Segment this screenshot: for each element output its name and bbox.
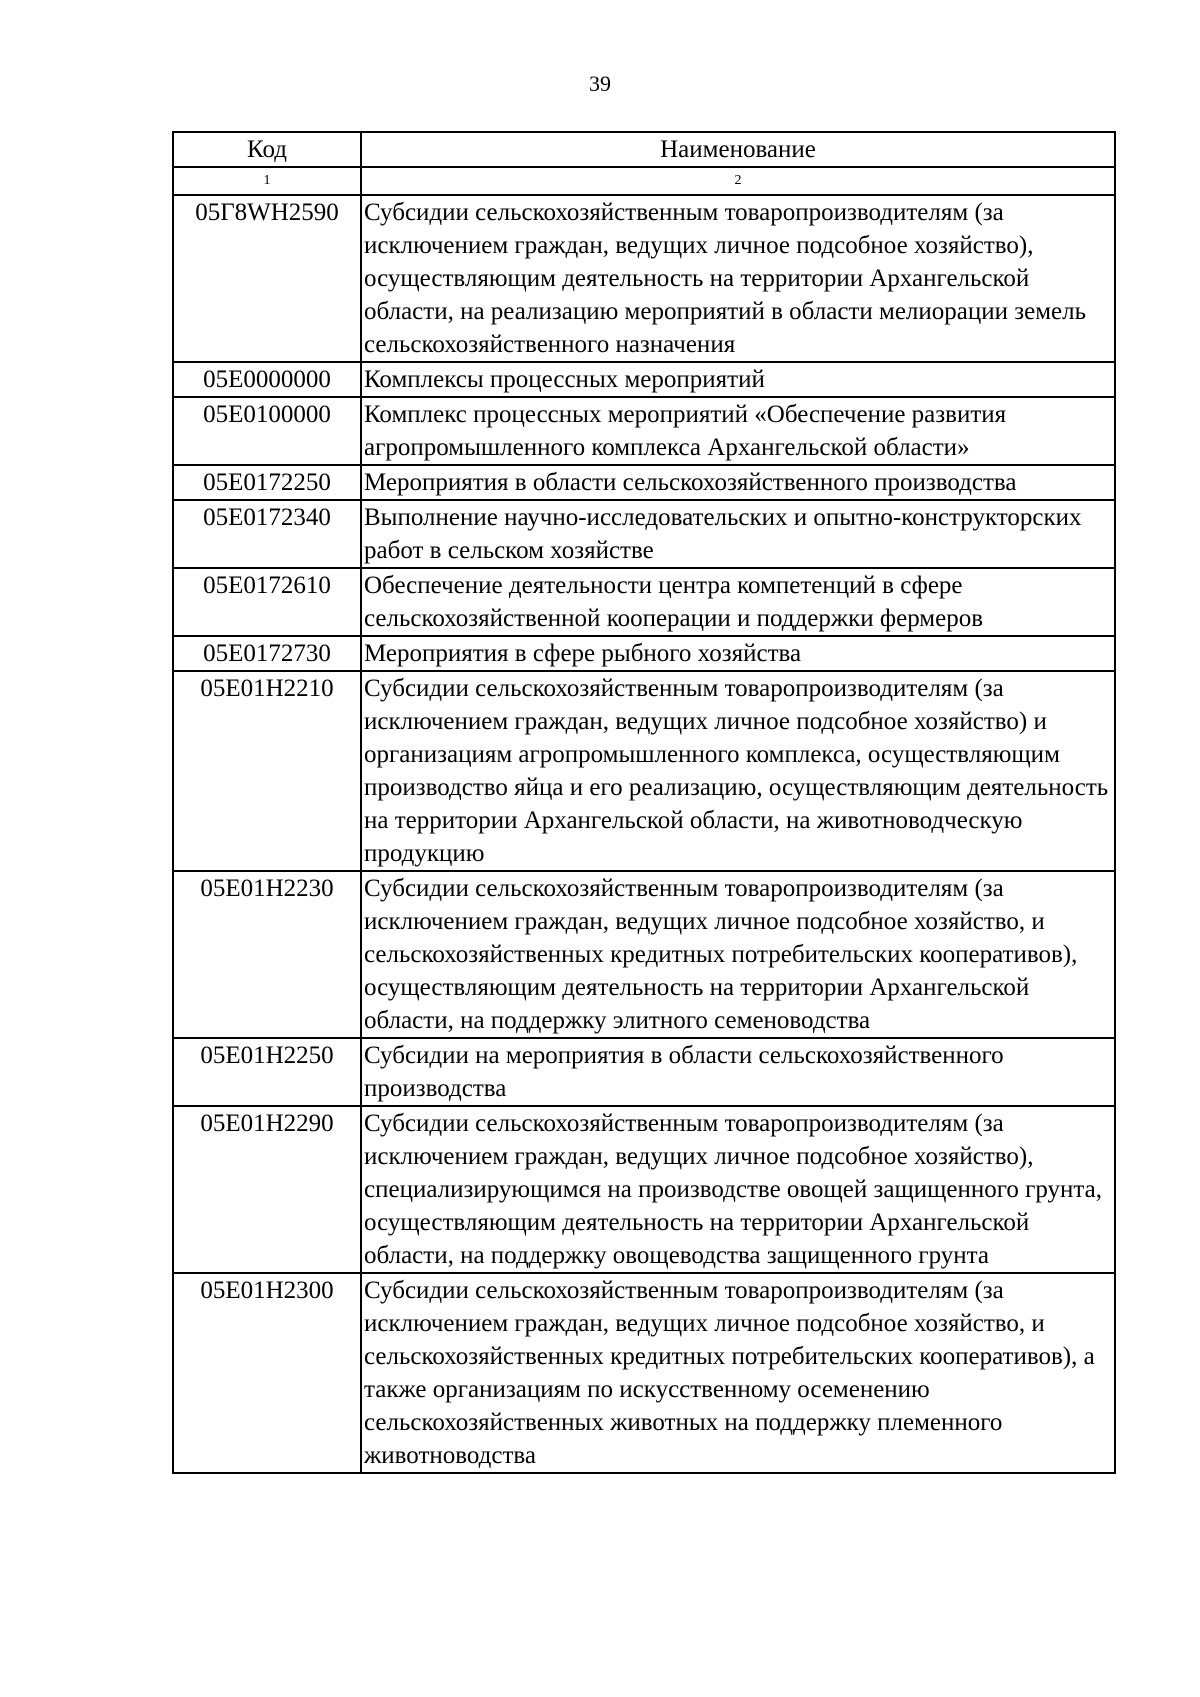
row-code: 05Е01Н2300 [173,1273,361,1473]
row-code: 05Е0172250 [173,465,361,500]
row-code: 05Е01Н2230 [173,871,361,1038]
column-number-2: 2 [361,167,1115,195]
page-number: 39 [589,71,611,96]
row-name: Субсидии на мероприятия в области сельскохозяйственного производства [361,1038,1115,1106]
table-row [173,1038,1115,1106]
table-row [173,1106,1115,1273]
table-row [173,195,1115,362]
table-row [173,397,1115,465]
row-name: Комплекс процессных мероприятий «Обеспечение развития агропромышленного комплекса Архангельской области» [361,397,1115,465]
table-row [173,568,1115,636]
row-code: 05Е0000000 [173,362,361,397]
row-name: Субсидии сельскохозяйственным товаропроизводителям (за исключением граждан, ведущих личное подсобное хозяйство), осуществляющим деятельность на территории Архангельской области, на реализацию мероприятий в области мелиорации земель сельскохозяйственного назначения [361,195,1115,362]
row-code: 05Е0100000 [173,397,361,465]
table-row [173,636,1115,671]
row-code: 05Е0172610 [173,568,361,636]
table-row [173,871,1115,1038]
row-name: Мероприятия в сфере рыбного хозяйства [361,636,1115,671]
row-code: 05Е0172340 [173,500,361,568]
row-name: Субсидии сельскохозяйственным товаропроизводителям (за исключением граждан, ведущих личное подсобное хозяйство) и организациям агропромышленного комплекса, осуществляющим производство яйца и его реализацию, осуществляющим деятельность на территории Архангельской области, на животноводческую продукцию [361,671,1115,871]
header-name: Наименование [361,132,1115,167]
row-code: 05Е01Н2210 [173,671,361,871]
table-row [173,671,1115,871]
row-name: Обеспечение деятельности центра компетенций в сфере сельскохозяйственной кооперации и поддержки фермеров [361,568,1115,636]
row-code: 05Е01Н2250 [173,1038,361,1106]
row-name: Комплексы процессных мероприятий [361,362,1115,397]
row-name: Субсидии сельскохозяйственным товаропроизводителям (за исключением граждан, ведущих личное подсобное хозяйство), специализирующимся на производстве овощей защищенного грунта, осуществляющим деятельность на территории Архангельской области, на поддержку овощеводства защищенного грунта [361,1106,1115,1273]
row-name: Субсидии сельскохозяйственным товаропроизводителям (за исключением граждан, ведущих личное подсобное хозяйство, и сельскохозяйственных кредитных потребительских кооперативов), а также организациям по искусственному осеменению сельскохозяйственных животных на поддержку племенного животноводства [361,1273,1115,1473]
column-number-1: 1 [173,167,361,195]
table-header-row [173,132,1115,167]
row-code: 05Е01Н2290 [173,1106,361,1273]
table-row [173,500,1115,568]
table-row [173,1273,1115,1473]
row-name: Субсидии сельскохозяйственным товаропроизводителям (за исключением граждан, ведущих личное подсобное хозяйство, и сельскохозяйственных кредитных потребительских кооперативов), осуществляющим деятельность на территории Архангельской области, на поддержку элитного семеноводства [361,871,1115,1038]
column-number-row [173,167,1115,195]
header-code: Код [173,132,361,167]
row-name: Мероприятия в области сельскохозяйственного производства [361,465,1115,500]
row-name: Выполнение научно-исследовательских и опытно-конструкторских работ в сельском хозяйстве [361,500,1115,568]
table-row [173,465,1115,500]
row-code: 05Г8WН2590 [173,195,361,362]
table-row [173,362,1115,397]
row-code: 05Е0172730 [173,636,361,671]
budget-code-table [172,131,1116,1474]
